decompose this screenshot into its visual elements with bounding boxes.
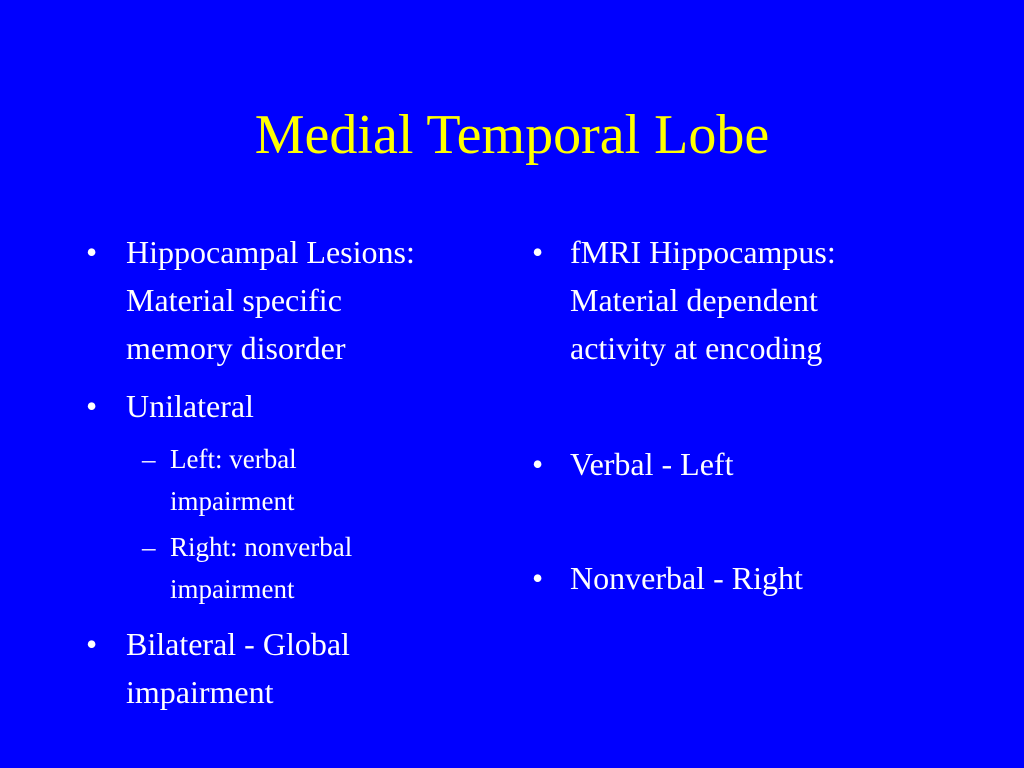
slide-title: Medial Temporal Lobe	[254, 104, 770, 166]
sub-bullet-line: impairment	[170, 574, 295, 604]
bullet-text	[570, 440, 733, 488]
bullet-line: Verbal - Left	[570, 446, 734, 482]
bullet-text	[126, 228, 415, 372]
bullet-text	[126, 382, 254, 430]
dash-marker: –	[142, 532, 156, 562]
dash-marker: –	[142, 444, 156, 474]
bullet-line: Bilateral - Global	[126, 626, 350, 662]
bullet-marker: •	[532, 234, 544, 270]
bullet-marker: •	[86, 234, 98, 270]
bullet-line: Material specific	[126, 282, 342, 318]
bullet-line: impairment	[126, 674, 274, 710]
sub-bullet-line: Right: nonverbal	[170, 532, 353, 562]
bullet-line: Unilateral	[126, 388, 254, 424]
bullet-line: activity at encoding	[570, 330, 823, 366]
bullet-text	[126, 620, 350, 716]
bullet-line: Material dependent	[570, 282, 818, 318]
sub-bullet-text	[170, 438, 297, 522]
bullet-line: memory disorder	[126, 330, 346, 366]
bullet-marker: •	[86, 626, 98, 662]
sub-bullet-line: Left: verbal	[170, 444, 297, 474]
bullet-line: fMRI Hippocampus:	[570, 234, 836, 270]
bullet-line: Hippocampal Lesions:	[126, 234, 415, 270]
sub-bullet-text	[170, 526, 352, 610]
bullet-text	[570, 554, 803, 602]
bullet-line: Nonverbal - Right	[570, 560, 803, 596]
sub-bullet-line: impairment	[170, 486, 295, 516]
bullet-text	[570, 228, 836, 372]
bullet-marker: •	[532, 446, 544, 482]
bullet-marker: •	[532, 560, 544, 596]
bullet-marker: •	[86, 388, 98, 424]
